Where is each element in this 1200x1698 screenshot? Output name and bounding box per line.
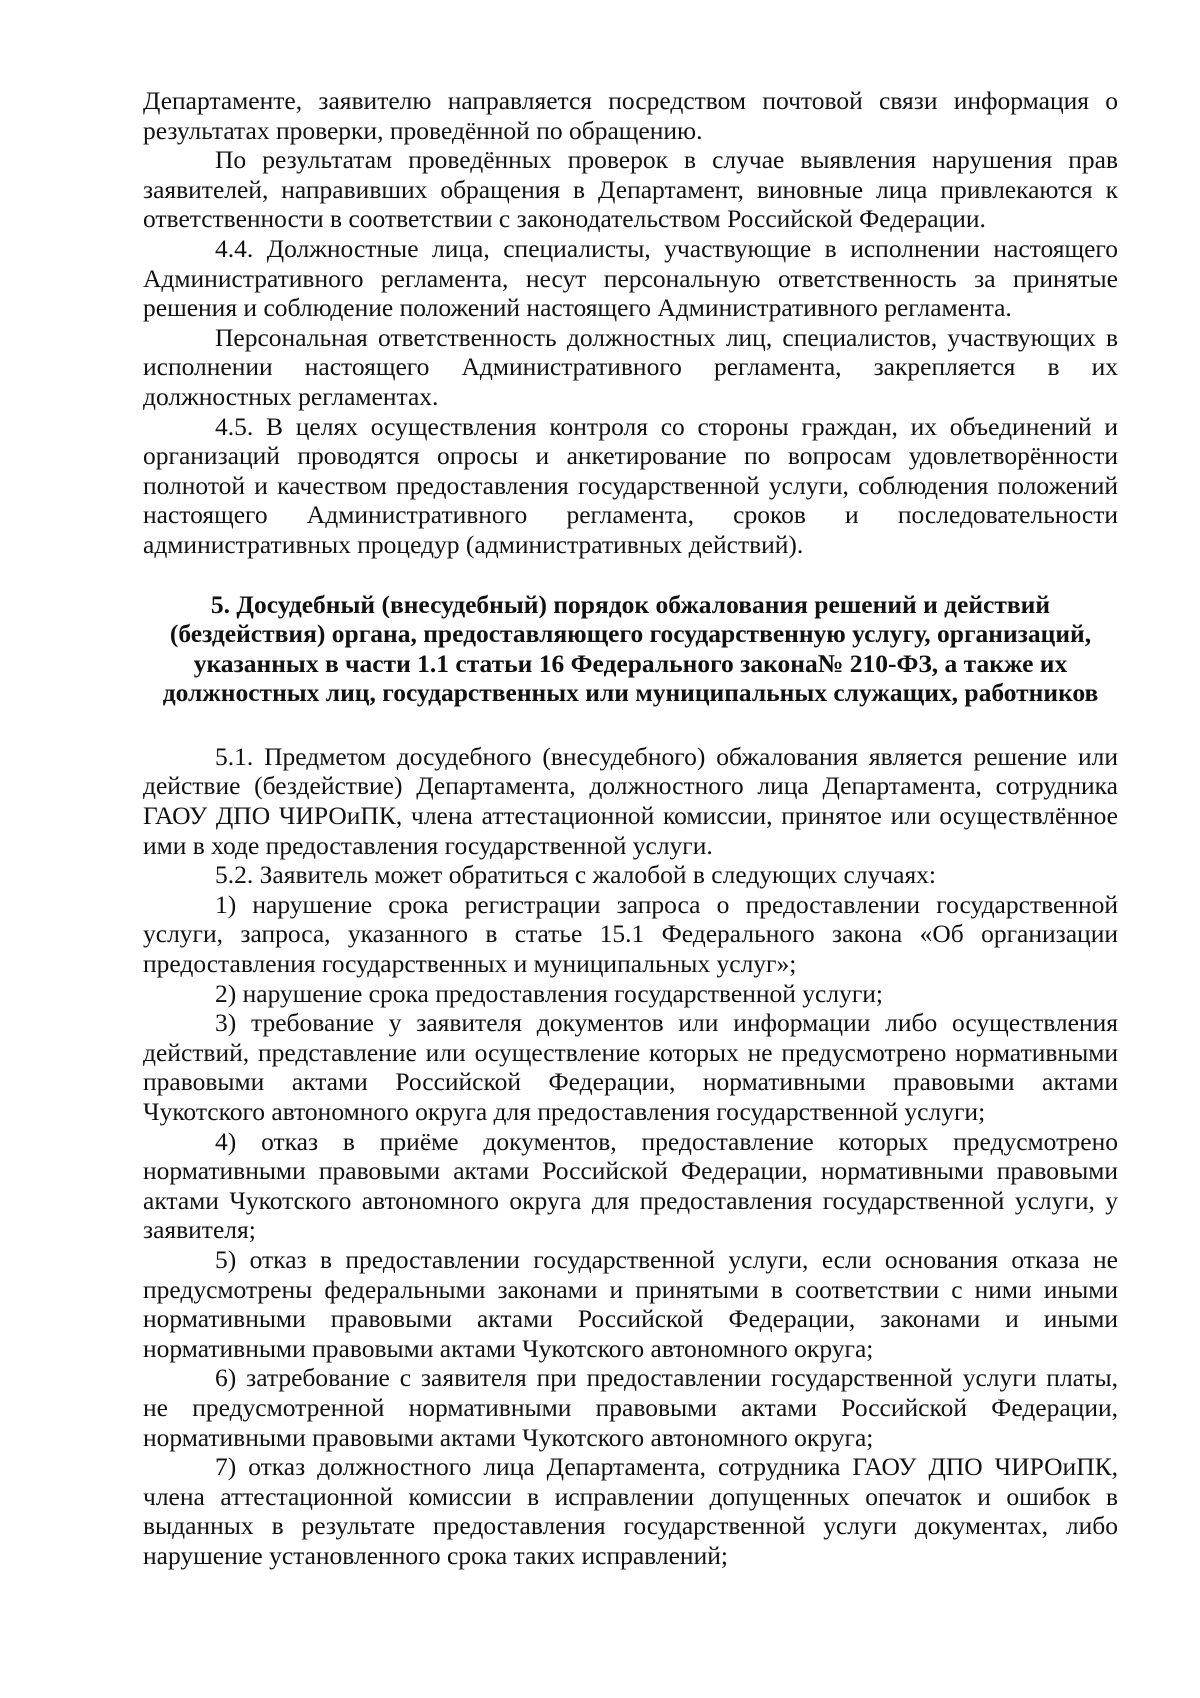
list-item-4: 4) отказ в приёме документов, предоставление которых предусмотрено нормативными правовыми актами Российской Федерации, нормативными правовыми актами Чукотского автономного округа для предоставления государственной услуги, у заявителя;	[143, 1126, 1118, 1245]
list-item-7: 7) отказ должностного лица Департамента, сотрудника ГАОУ ДПО ЧИРОиПК, члена аттестационной комиссии в исправлении допущенных опечаток и ошибок в выданных в результате предоставления государственной услуги документах, либо нарушение установленного срока таких исправлений;	[143, 1452, 1118, 1570]
paragraph-continuation: Департаменте, заявителю направляется посредством почтовой связи информация о результатах проверки, проведённой по обращению.	[143, 86, 1118, 145]
document-page	[143, 86, 1118, 1571]
paragraph-personal-responsibility: Персональная ответственность должностных лиц, специалистов, участвующих в исполнении настоящего Административного регламента, закрепляется в их должностных регламентах.	[143, 322, 1118, 411]
section-5-heading: 5. Досудебный (внесудебный) порядок обжалования решений и действий (бездействия) органа, предоставляющего государственную услугу, организаций, указанных в части 1.1 статьи 16 Федерального закона№ 210-ФЗ, а также их должностных лиц, государственных или муниципальных служащих, работников	[162, 589, 1099, 708]
list-item-6: 6) затребование с заявителя при предоставлении государственной услуги платы, не предусмотренной нормативными правовыми актами Российской Федерации, нормативными правовыми актами Чукотского автономного округа;	[143, 1363, 1118, 1452]
paragraph-4-5: 4.5. В целях осуществления контроля со стороны граждан, их объединений и организаций проводятся опросы и анкетирование по вопросам удовлетворённости полнотой и качеством предоставления государственной услуги, соблюдения положений настоящего Административного регламента, сроков и последовательности административных процедур (административных действий).	[143, 411, 1118, 559]
list-item-3: 3) требование у заявителя документов или информации либо осуществления действий, представление или осуществление которых не предусмотрено нормативными правовыми актами Российской Федерации, нормативными правовыми актами Чукотского автономного округа для предоставления государственной услуги;	[143, 1008, 1118, 1126]
list-item-2: 2) нарушение срока предоставления государственной услуги;	[215, 978, 884, 1008]
paragraph-5-2: 5.2. Заявитель может обратиться с жалобой в следующих случаях:	[215, 860, 937, 890]
paragraph-4-4: 4.4. Должностные лица, специалисты, участвующие в исполнении настоящего Административного регламента, несут персональную ответственность за принятые решения и соблюдение положений настоящего Административного регламента.	[143, 233, 1118, 323]
list-item-1: 1) нарушение срока регистрации запроса о предоставлении государственной услуги, запроса, указанного в статье 15.1 Федерального закона «Об организации предоставления государственных и муниципальных услуг»;	[143, 889, 1118, 979]
list-item-5: 5) отказ в предоставлении государственной услуги, если основания отказа не предусмотрены федеральными законами и принятыми в соответствии с ними иными нормативными правовыми актами Российской Федерации, законами и иными нормативными правовыми актами Чукотского автономного округа;	[143, 1244, 1118, 1363]
paragraph-5-1: 5.1. Предметом досудебного (внесудебного) обжалования является решение или действие (бездействие) Департамента, должностного лица Департамента, сотрудника ГАОУ ДПО ЧИРОиПК, члена аттестационной комиссии, принятое или осуществлённое ими в ходе предоставления государственной услуги.	[143, 741, 1118, 860]
paragraph-inspection-results: По результатам проведённых проверок в случае выявления нарушения прав заявителей, направивших обращения в Департамент, виновные лица привлекаются к ответственности в соответствии с законодательством Российской Федерации.	[143, 145, 1118, 234]
